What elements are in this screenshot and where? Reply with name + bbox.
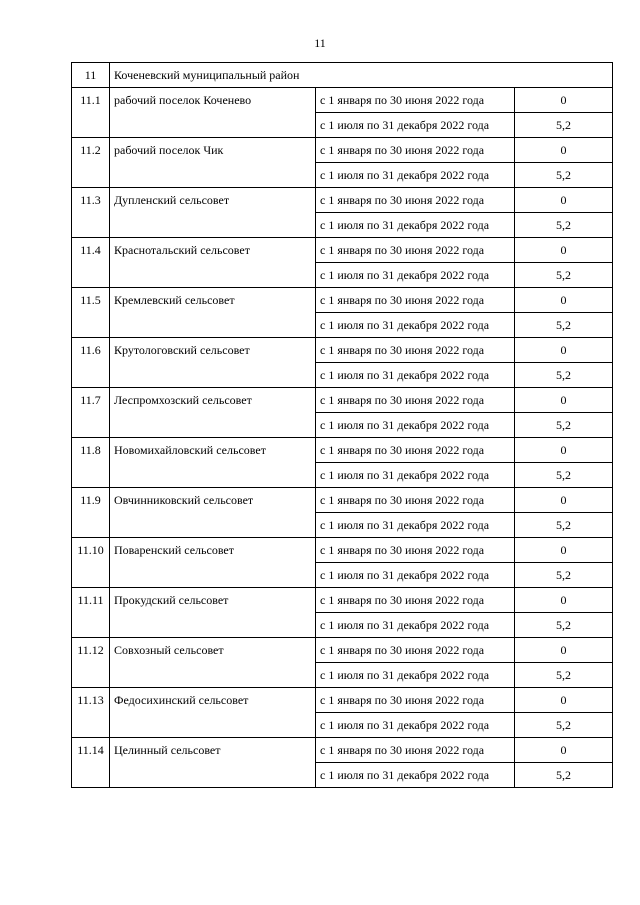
settlement-name: Поваренский сельсовет <box>110 538 316 588</box>
value-second-half: 5,2 <box>515 563 613 588</box>
table-row <box>72 688 613 713</box>
settlement-name: Новомихайловский сельсовет <box>110 438 316 488</box>
period-second-half: с 1 июля по 31 декабря 2022 года <box>316 263 515 288</box>
period-second-half: с 1 июля по 31 декабря 2022 года <box>316 413 515 438</box>
period-first-half: с 1 января по 30 июня 2022 года <box>316 288 515 313</box>
tariff-table-body <box>72 63 613 788</box>
row-number: 11.6 <box>72 338 110 388</box>
table-row <box>72 488 613 513</box>
table-row <box>72 238 613 263</box>
district-number: 11 <box>72 63 110 88</box>
value-second-half: 5,2 <box>515 513 613 538</box>
value-first-half: 0 <box>515 488 613 513</box>
period-first-half: с 1 января по 30 июня 2022 года <box>316 88 515 113</box>
period-second-half: с 1 июля по 31 декабря 2022 года <box>316 663 515 688</box>
value-second-half: 5,2 <box>515 113 613 138</box>
period-first-half: с 1 января по 30 июня 2022 года <box>316 388 515 413</box>
period-second-half: с 1 июля по 31 декабря 2022 года <box>316 213 515 238</box>
value-second-half: 5,2 <box>515 213 613 238</box>
row-number: 11.1 <box>72 88 110 138</box>
settlement-name: рабочий поселок Коченево <box>110 88 316 138</box>
value-first-half: 0 <box>515 538 613 563</box>
settlement-name: Дупленский сельсовет <box>110 188 316 238</box>
district-name: Коченевский муниципальный район <box>110 63 613 88</box>
district-header-row <box>72 63 613 88</box>
period-second-half: с 1 июля по 31 декабря 2022 года <box>316 363 515 388</box>
page-number: 11 <box>314 36 326 50</box>
period-first-half: с 1 января по 30 июня 2022 года <box>316 138 515 163</box>
table-row <box>72 738 613 763</box>
row-number: 11.11 <box>72 588 110 638</box>
table-row <box>72 288 613 313</box>
period-first-half: с 1 января по 30 июня 2022 года <box>316 738 515 763</box>
value-second-half: 5,2 <box>515 363 613 388</box>
period-second-half: с 1 июля по 31 декабря 2022 года <box>316 513 515 538</box>
row-number: 11.5 <box>72 288 110 338</box>
value-first-half: 0 <box>515 338 613 363</box>
settlement-name: Федосихинский сельсовет <box>110 688 316 738</box>
settlement-name: Крутологовский сельсовет <box>110 338 316 388</box>
settlement-name: рабочий поселок Чик <box>110 138 316 188</box>
table-row <box>72 638 613 663</box>
row-number: 11.9 <box>72 488 110 538</box>
period-second-half: с 1 июля по 31 декабря 2022 года <box>316 613 515 638</box>
value-first-half: 0 <box>515 388 613 413</box>
period-first-half: с 1 января по 30 июня 2022 года <box>316 588 515 613</box>
table-row <box>72 338 613 363</box>
period-second-half: с 1 июля по 31 декабря 2022 года <box>316 763 515 788</box>
period-first-half: с 1 января по 30 июня 2022 года <box>316 188 515 213</box>
row-number: 11.4 <box>72 238 110 288</box>
table-row <box>72 438 613 463</box>
period-second-half: с 1 июля по 31 декабря 2022 года <box>316 113 515 138</box>
settlement-name: Леспромхозский сельсовет <box>110 388 316 438</box>
value-second-half: 5,2 <box>515 763 613 788</box>
row-number: 11.12 <box>72 638 110 688</box>
table-row <box>72 388 613 413</box>
period-second-half: с 1 июля по 31 декабря 2022 года <box>316 563 515 588</box>
period-first-half: с 1 января по 30 июня 2022 года <box>316 538 515 563</box>
value-first-half: 0 <box>515 188 613 213</box>
value-second-half: 5,2 <box>515 713 613 738</box>
value-first-half: 0 <box>515 738 613 763</box>
table-row <box>72 538 613 563</box>
period-first-half: с 1 января по 30 июня 2022 года <box>316 688 515 713</box>
period-second-half: с 1 июля по 31 декабря 2022 года <box>316 163 515 188</box>
value-first-half: 0 <box>515 688 613 713</box>
settlement-name: Краснотальский сельсовет <box>110 238 316 288</box>
settlement-name: Совхозный сельсовет <box>110 638 316 688</box>
row-number: 11.8 <box>72 438 110 488</box>
value-second-half: 5,2 <box>515 313 613 338</box>
settlement-name: Прокудский сельсовет <box>110 588 316 638</box>
period-second-half: с 1 июля по 31 декабря 2022 года <box>316 463 515 488</box>
tariff-table <box>71 62 613 788</box>
period-second-half: с 1 июля по 31 декабря 2022 года <box>316 313 515 338</box>
settlement-name: Кремлевский сельсовет <box>110 288 316 338</box>
row-number: 11.10 <box>72 538 110 588</box>
value-first-half: 0 <box>515 438 613 463</box>
value-second-half: 5,2 <box>515 263 613 288</box>
table-row <box>72 88 613 113</box>
table-row <box>72 138 613 163</box>
row-number: 11.3 <box>72 188 110 238</box>
row-number: 11.14 <box>72 738 110 788</box>
value-first-half: 0 <box>515 588 613 613</box>
settlement-name: Овчинниковский сельсовет <box>110 488 316 538</box>
period-first-half: с 1 января по 30 июня 2022 года <box>316 338 515 363</box>
value-second-half: 5,2 <box>515 463 613 488</box>
period-first-half: с 1 января по 30 июня 2022 года <box>316 438 515 463</box>
period-first-half: с 1 января по 30 июня 2022 года <box>316 238 515 263</box>
table-row <box>72 588 613 613</box>
table-row <box>72 188 613 213</box>
row-number: 11.13 <box>72 688 110 738</box>
value-second-half: 5,2 <box>515 663 613 688</box>
value-first-half: 0 <box>515 238 613 263</box>
value-second-half: 5,2 <box>515 613 613 638</box>
row-number: 11.2 <box>72 138 110 188</box>
value-first-half: 0 <box>515 288 613 313</box>
value-second-half: 5,2 <box>515 163 613 188</box>
period-first-half: с 1 января по 30 июня 2022 года <box>316 638 515 663</box>
value-first-half: 0 <box>515 138 613 163</box>
value-second-half: 5,2 <box>515 413 613 438</box>
period-second-half: с 1 июля по 31 декабря 2022 года <box>316 713 515 738</box>
settlement-name: Целинный сельсовет <box>110 738 316 788</box>
period-first-half: с 1 января по 30 июня 2022 года <box>316 488 515 513</box>
value-first-half: 0 <box>515 88 613 113</box>
value-first-half: 0 <box>515 638 613 663</box>
row-number: 11.7 <box>72 388 110 438</box>
